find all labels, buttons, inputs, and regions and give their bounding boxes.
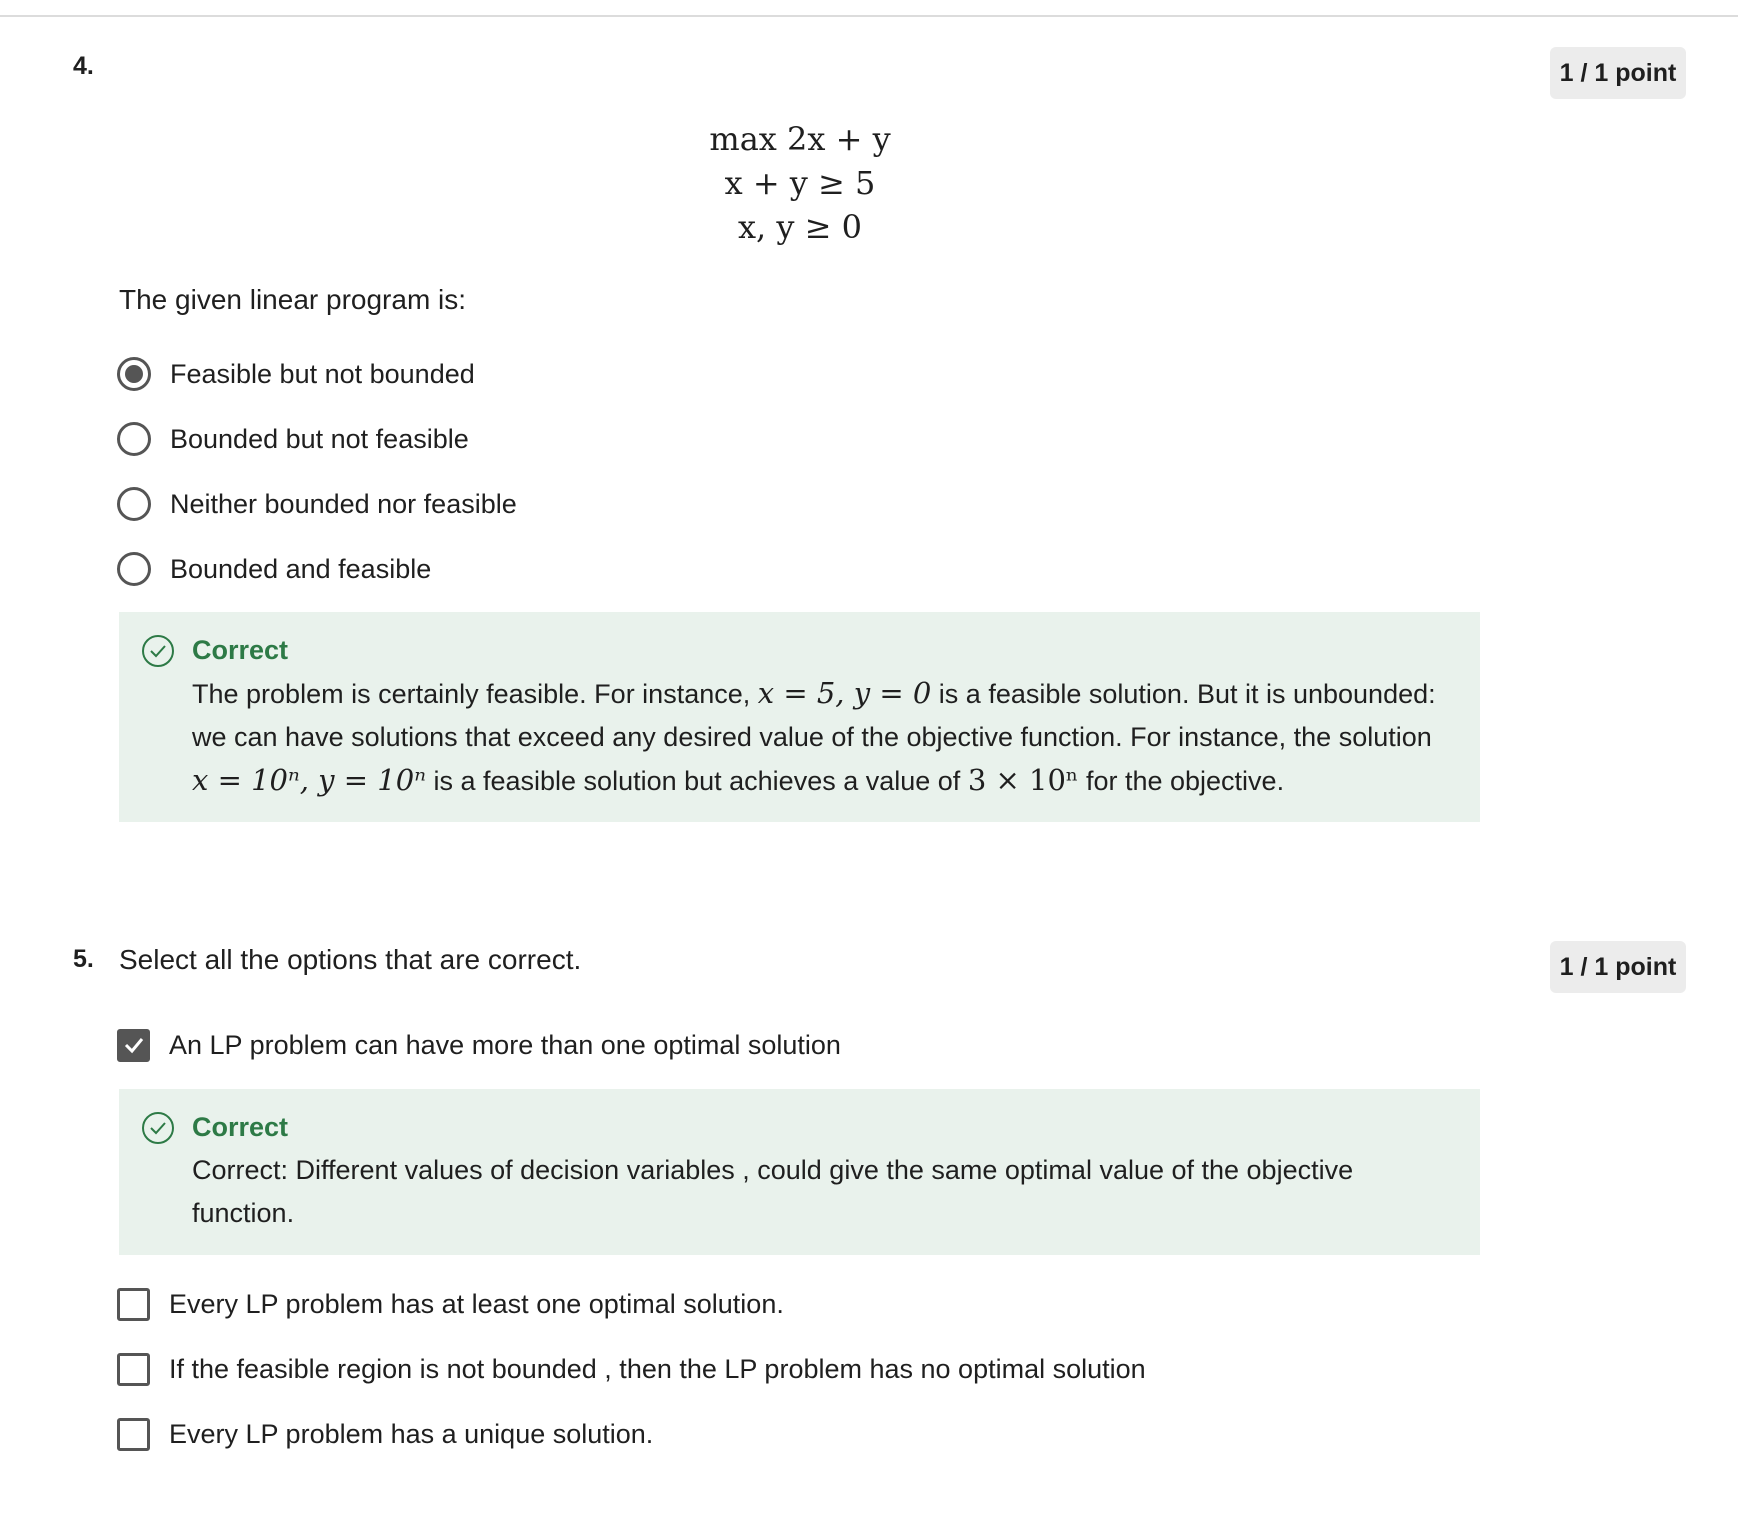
option-label: Feasible but not bounded bbox=[170, 358, 475, 389]
check-circle-icon bbox=[141, 1111, 175, 1145]
top-divider bbox=[0, 15, 1738, 17]
feedback-math: 3 × 10ⁿ bbox=[967, 763, 1079, 797]
objective-line: max 2x + y bbox=[709, 120, 891, 158]
radio-icon[interactable] bbox=[117, 422, 151, 456]
check-circle-icon bbox=[141, 634, 175, 668]
radio-selected-icon[interactable] bbox=[117, 357, 151, 391]
feedback-text bbox=[192, 672, 1450, 803]
nonnegativity-line: x, y ≥ 0 bbox=[738, 208, 862, 246]
question-4-prompt: The given linear program is: bbox=[119, 284, 467, 315]
question-4-number: 4. bbox=[73, 52, 94, 80]
option-label: If the feasible region is not bounded , then the LP problem has no optimal solution bbox=[169, 1353, 1146, 1384]
feedback-math: x = 5, y = 0 bbox=[757, 676, 932, 710]
feedback-text-part: is a feasible solution but achieves a value of bbox=[425, 766, 968, 796]
lp-formulation bbox=[600, 117, 1000, 249]
option-label: Neither bounded nor feasible bbox=[170, 488, 517, 519]
feedback-math: x = 10ⁿ, y = 10ⁿ bbox=[192, 763, 426, 797]
radio-icon[interactable] bbox=[117, 487, 151, 521]
checkbox-icon[interactable] bbox=[117, 1288, 150, 1321]
q5-option-at-least-one-optimal[interactable] bbox=[117, 1284, 784, 1324]
option-label: Every LP problem has at least one optimal solution. bbox=[169, 1288, 784, 1319]
feedback-text-part: for the objective. bbox=[1078, 766, 1285, 796]
radio-icon[interactable] bbox=[117, 552, 151, 586]
feedback-title: Correct bbox=[192, 1112, 289, 1142]
option-label: Bounded but not feasible bbox=[170, 423, 469, 454]
q4-option-neither[interactable] bbox=[117, 484, 517, 524]
option-label: An LP problem can have more than one optimal solution bbox=[169, 1029, 841, 1060]
feedback-text: Correct: Different values of decision variables , could give the same optimal value of the objective function. bbox=[192, 1155, 1354, 1228]
option-label: Every LP problem has a unique solution. bbox=[169, 1418, 654, 1449]
q4-option-bounded-and-feasible[interactable] bbox=[117, 549, 431, 589]
constraint-line: x + y ≥ 5 bbox=[724, 164, 876, 202]
q4-feedback-panel bbox=[119, 612, 1480, 822]
q4-option-bounded-not-feasible[interactable] bbox=[117, 419, 469, 459]
question-4-points-badge: 1 / 1 point bbox=[1550, 47, 1686, 99]
checkbox-icon[interactable] bbox=[117, 1353, 150, 1386]
checkbox-checked-icon[interactable] bbox=[117, 1029, 150, 1062]
question-5-number: 5. bbox=[73, 945, 94, 973]
q4-option-feasible-not-bounded[interactable] bbox=[117, 354, 475, 394]
q5-option-unique-solution[interactable] bbox=[117, 1414, 653, 1454]
feedback-title: Correct bbox=[192, 635, 289, 665]
feedback-text-part: is a feasible solution. But it is unbounded: we can have solutions that exceed any desired value of the objective function. For instance, the solution bbox=[192, 679, 1436, 752]
q5-option-multiple-optimal[interactable] bbox=[117, 1025, 841, 1065]
question-5-prompt: Select all the options that are correct. bbox=[119, 944, 582, 975]
checkbox-icon[interactable] bbox=[117, 1418, 150, 1451]
q5-feedback-panel bbox=[119, 1089, 1480, 1255]
feedback-text-part: The problem is certainly feasible. For instance, bbox=[192, 679, 758, 709]
q5-option-unbounded-no-optimal[interactable] bbox=[117, 1349, 1146, 1389]
option-label: Bounded and feasible bbox=[170, 553, 432, 584]
question-5-points-badge: 1 / 1 point bbox=[1550, 941, 1686, 993]
